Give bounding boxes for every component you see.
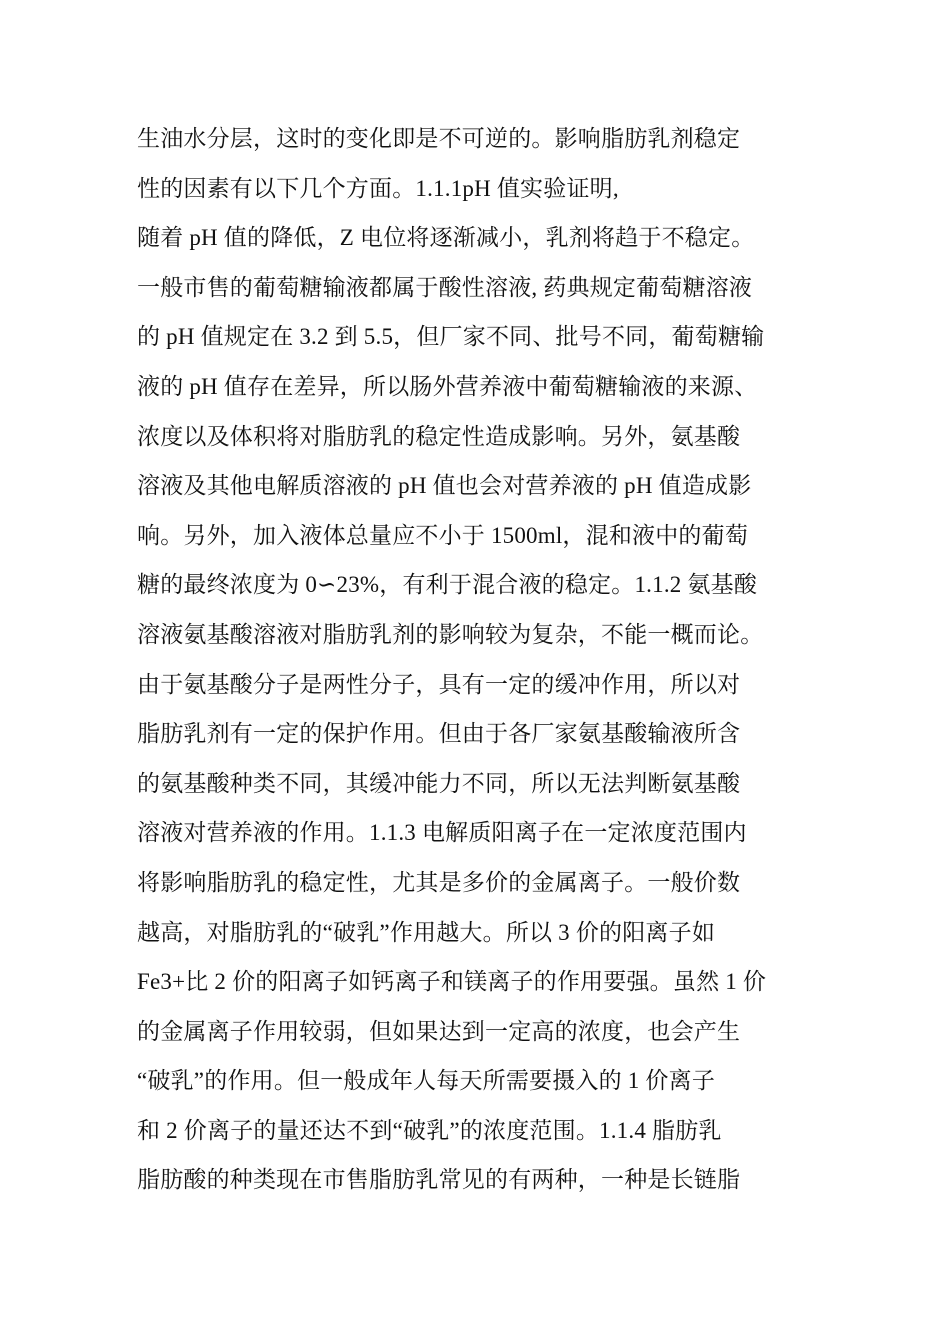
text-line: 将影响脂肪乳的稳定性，尤其是多价的金属离子。一般价数 — [137, 869, 741, 895]
text-line: 随着 pH 值的降低，Z 电位将逐渐减小，乳剂将趋于不稳定。 — [137, 225, 755, 251]
text-line: 液的 pH 值存在差异，所以肠外营养液中葡萄糖输液的来源、 — [137, 373, 758, 399]
text-line: 浓度以及体积将对脂肪乳的稳定性造成影响。另外，氨基酸 — [137, 423, 741, 449]
text-line: 的 pH 值规定在 3.2 到 5.5，但厂家不同、批号不同，葡萄糖输 — [137, 324, 765, 350]
text-line: “破乳”的作用。但一般成年人每天所需要摄入的 1 价离子 — [137, 1068, 716, 1094]
text-line: 溶液对营养液的作用。1.1.3 电解质阳离子在一定浓度范围内 — [137, 820, 747, 846]
text-line: 溶液及其他电解质溶液的 pH 值也会对营养液的 pH 值造成影 — [137, 473, 752, 499]
text-line: 的金属离子作用较弱，但如果达到一定高的浓度，也会产生 — [137, 1018, 741, 1044]
text-line: 一般市售的葡萄糖输液都属于酸性溶液, 药典规定葡萄糖溶液 — [137, 274, 753, 300]
text-line: 的氨基酸种类不同，其缓冲能力不同，所以无法判断氨基酸 — [137, 770, 741, 796]
text-line: Fe3+比 2 价的阳离子如钙离子和镁离子的作用要强。虽然 1 价 — [137, 969, 767, 995]
text-line: 和 2 价离子的量还达不到“破乳”的浓度范围。1.1.4 脂肪乳 — [137, 1117, 722, 1143]
body-text — [137, 114, 827, 1205]
text-line: 溶液氨基酸溶液对脂肪乳剂的影响较为复杂，不能一概而论。 — [137, 621, 764, 647]
text-line: 脂肪乳剂有一定的保护作用。但由于各厂家氨基酸输液所含 — [137, 721, 741, 747]
text-line: 性的因素有以下几个方面。1.1.1pH 值实验证明, — [137, 175, 619, 201]
text-line: 生油水分层，这时的变化即是不可逆的。影响脂肪乳剂稳定 — [137, 126, 741, 151]
text-line: 由于氨基酸分子是两性分子，具有一定的缓冲作用，所以对 — [137, 671, 741, 697]
text-line: 脂肪酸的种类现在市售脂肪乳常见的有两种，一种是长链脂 — [137, 1167, 741, 1193]
text-line: 糖的最终浓度为 0∽23%，有利于混合液的稳定。1.1.2 氨基酸 — [137, 572, 758, 598]
text-line: 越高，对脂肪乳的“破乳”作用越大。所以 3 价的阳离子如 — [137, 919, 716, 945]
text-line: 响。另外，加入液体总量应不小于 1500ml，混和液中的葡萄 — [137, 522, 749, 548]
